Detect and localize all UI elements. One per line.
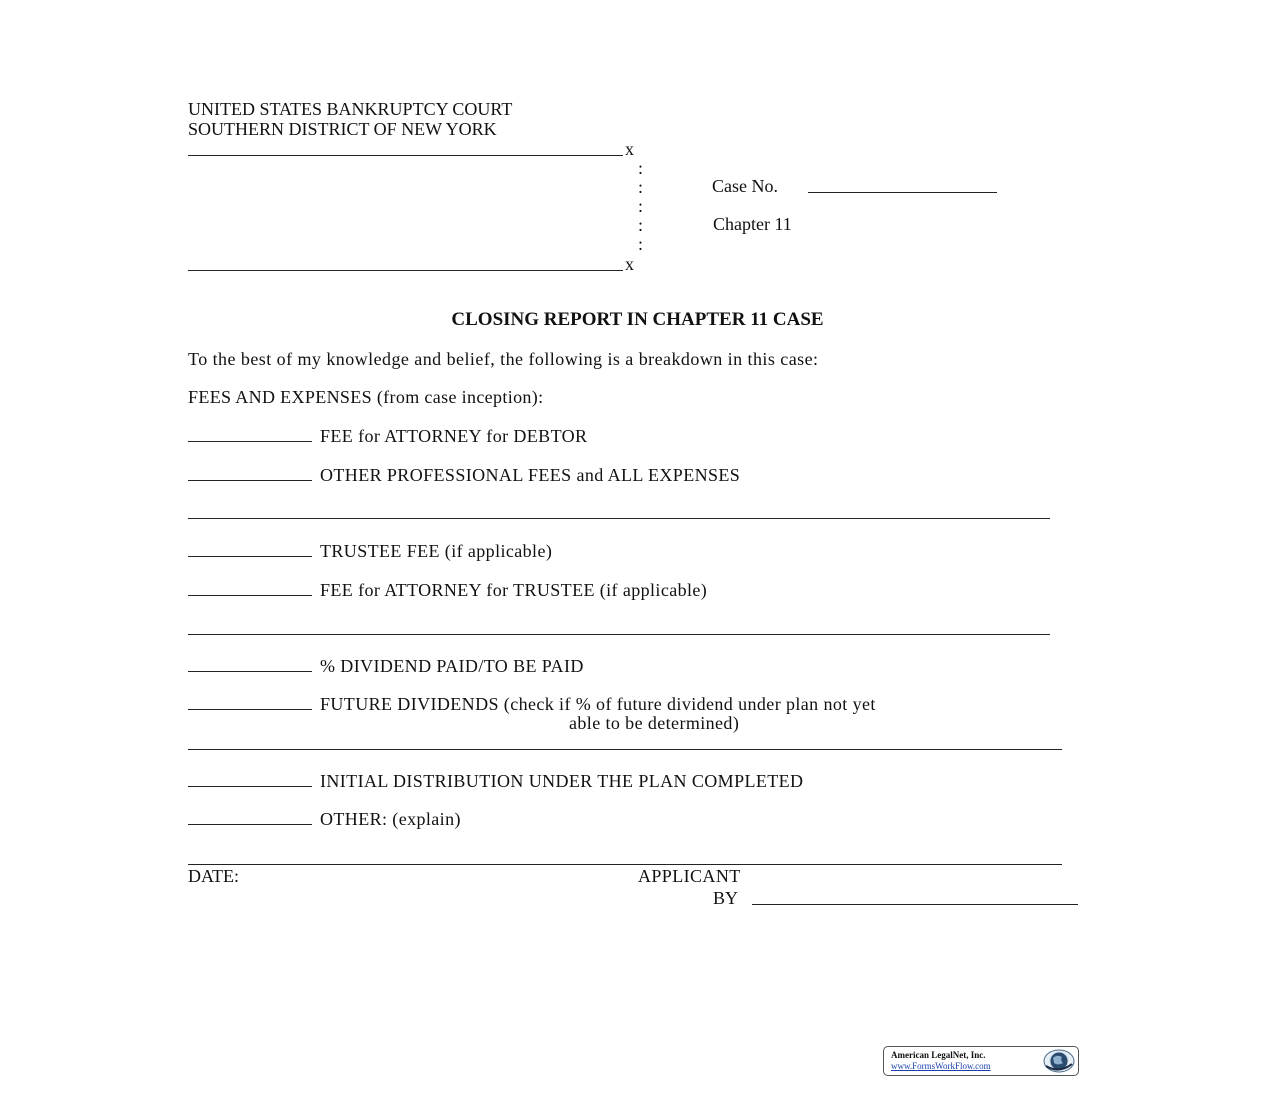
caption-bottom-line — [188, 270, 623, 271]
separator-line — [188, 518, 1050, 519]
item-other — [188, 808, 461, 829]
case-no-field[interactable] — [808, 192, 997, 193]
court-district: SOUTHERN DISTRICT OF NEW YORK — [188, 119, 497, 139]
amount-field[interactable] — [188, 579, 312, 596]
separator-line — [188, 634, 1050, 635]
badge-url-link[interactable]: www.FormsWorkFlow.com — [891, 1061, 991, 1071]
badge-company: American LegalNet, Inc. — [891, 1050, 986, 1060]
intro-text: To the best of my knowledge and belief, the following is a breakdown in this case: — [188, 349, 819, 369]
item-label: TRUSTEE FEE (if applicable) — [320, 541, 553, 561]
applicant-label: APPLICANT — [638, 866, 741, 886]
caption-x-bottom: x — [625, 254, 634, 274]
item-dividend-paid — [188, 655, 584, 676]
item-future-dividends — [188, 693, 876, 714]
amount-field[interactable] — [188, 464, 312, 481]
item-label: FUTURE DIVIDENDS (check if % of future dividend under plan not yet — [320, 694, 876, 714]
case-no-label: Case No. — [712, 176, 778, 196]
caption-colon: : — [638, 196, 644, 216]
item-attorney-trustee — [188, 579, 707, 600]
item-label: OTHER: (explain) — [320, 809, 461, 829]
item-other-professional — [188, 464, 740, 485]
court-name: UNITED STATES BANKRUPTCY COURT — [188, 99, 513, 119]
item-future-dividends-cont: able to be determined) — [569, 713, 740, 733]
caption-colon: : — [638, 177, 644, 197]
item-label: OTHER PROFESSIONAL FEES and ALL EXPENSES — [320, 465, 741, 485]
amount-field[interactable] — [188, 425, 312, 442]
amount-field[interactable] — [188, 808, 312, 825]
item-label: % DIVIDEND PAID/TO BE PAID — [320, 656, 584, 676]
caption-top-line — [188, 155, 623, 156]
amount-field[interactable] — [188, 540, 312, 557]
chapter-label: Chapter 11 — [713, 214, 792, 234]
fees-heading: FEES AND EXPENSES (from case inception): — [188, 387, 544, 407]
amount-field[interactable] — [188, 655, 312, 672]
item-trustee-fee — [188, 540, 552, 561]
by-label: BY — [713, 888, 739, 908]
amount-field[interactable] — [188, 693, 312, 710]
item-label: INITIAL DISTRIBUTION UNDER THE PLAN COMPLETED — [320, 771, 804, 791]
explain-line[interactable] — [188, 864, 1062, 865]
caption-colon: : — [638, 215, 644, 235]
globe-logo-icon — [1041, 1048, 1075, 1074]
caption-colon: : — [638, 234, 644, 254]
item-label: FEE for ATTORNEY for DEBTOR — [320, 426, 588, 446]
amount-field[interactable] — [188, 770, 312, 787]
item-attorney-debtor — [188, 425, 587, 446]
document-title: CLOSING REPORT IN CHAPTER 11 CASE — [451, 309, 824, 330]
item-initial-distribution — [188, 770, 803, 791]
item-label: FEE for ATTORNEY for TRUSTEE (if applicable) — [320, 580, 708, 600]
caption-x-top: x — [625, 139, 634, 159]
date-label: DATE: — [188, 866, 239, 886]
signature-line[interactable] — [752, 904, 1078, 905]
separator-line — [188, 749, 1062, 750]
caption-colon: : — [638, 158, 644, 178]
american-legalnet-badge[interactable] — [883, 1046, 1079, 1076]
